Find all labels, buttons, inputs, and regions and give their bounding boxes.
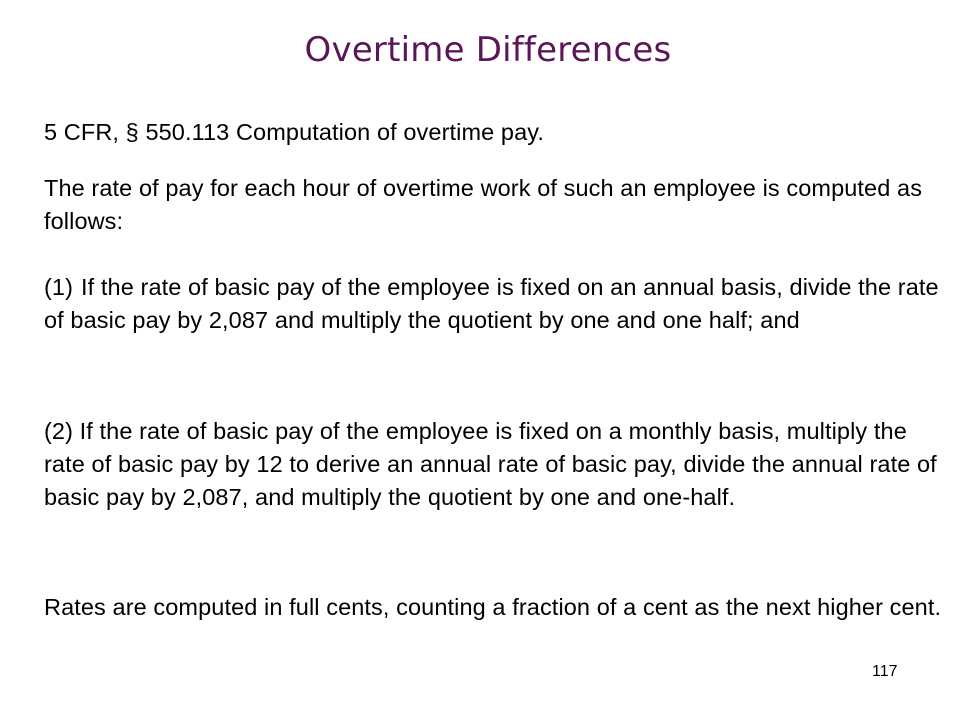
- citation-paragraph: 5 CFR, § 550.113 Computation of overtime pay.: [44, 119, 544, 145]
- item-2-paragraph: (2) If the rate of basic pay of the employee is fixed on a monthly basis, multiply the rate of basic pay by 12 to derive an annual rate of basic pay, divide the annual rate of basic pay by 2,087, and multiply the quotient by one and one-half.: [44, 418, 937, 510]
- item-1-paragraph: [44, 271, 944, 337]
- item-1-number: (1): [44, 274, 74, 300]
- item-1-text: If the rate of basic pay of the employee is fixed on an annual basis, divide the rate of basic pay by 2,087 and multiply the quotient by one and one half; and: [44, 274, 939, 333]
- slide-title: Overtime Differences: [304, 30, 672, 70]
- page-number: 117: [872, 663, 898, 680]
- intro-paragraph: The rate of pay for each hour of overtime work of such an employee is computed as follows:: [44, 175, 923, 234]
- rates-note-paragraph: Rates are computed in full cents, counting a fraction of a cent as the next higher cent.: [44, 594, 942, 620]
